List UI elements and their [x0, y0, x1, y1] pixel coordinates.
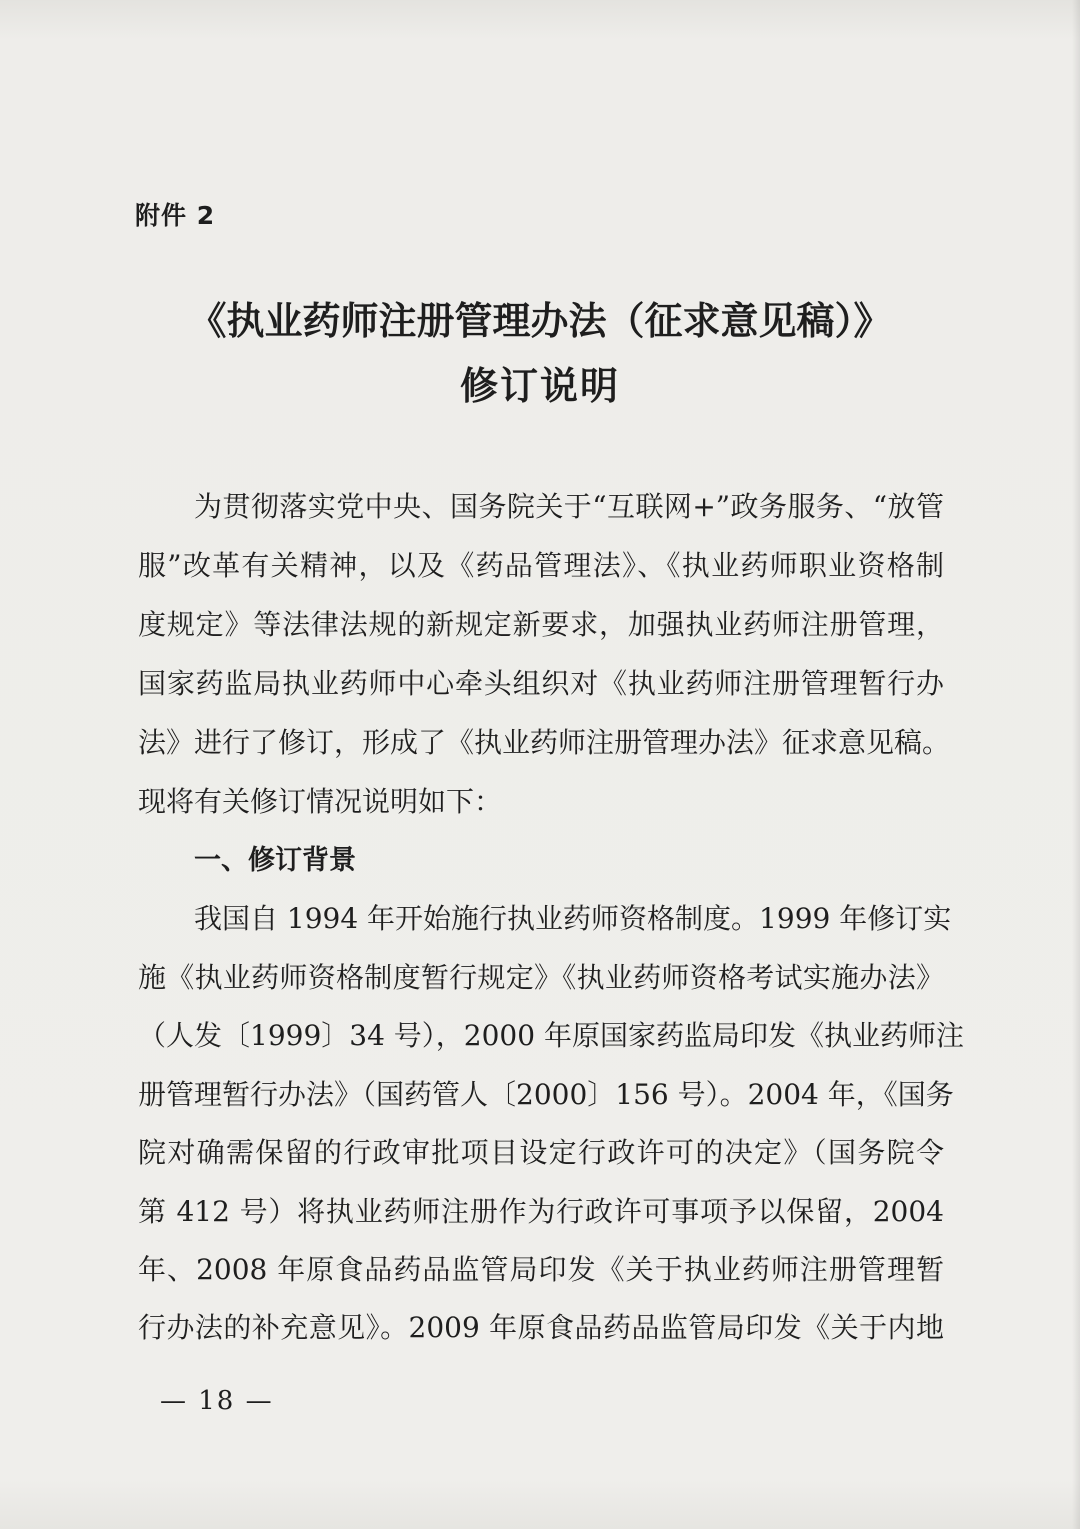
background-line: 施《执业药师资格制度暂行规定》《执业药师资格考试实施办法》 — [138, 961, 944, 994]
intro-line: 法》进行了修订，形成了《执业药师注册管理办法》征求意见稿。 — [138, 726, 951, 759]
attachment-label: 附件 2 — [135, 201, 216, 230]
intro-line: 国家药监局执业药师中心牵头组织对《执业药师注册管理暂行办 — [138, 667, 944, 700]
intro-line: 现将有关修订情况说明如下： — [138, 785, 503, 818]
page-number: — 18 — — [160, 1386, 274, 1416]
background-line: （人发〔1999〕34 号），2000 年原国家药监局印发《执业药师注 — [138, 1019, 964, 1052]
background-line: 册管理暂行办法》（国药管人〔2000〕156 号）。2004 年，《国务 — [138, 1078, 954, 1111]
background-line: 院对确需保留的行政审批项目设定行政许可的决定》（国务院令 — [138, 1136, 944, 1169]
document-title: 《执业药师注册管理办法（征求意见稿）》 — [188, 299, 892, 343]
background-line: 年、2008 年原食品药品监管局印发《关于执业药师注册管理暂 — [138, 1253, 944, 1286]
background-line: 行办法的补充意见》。2009 年原食品药品监管局印发《关于内地 — [138, 1311, 944, 1344]
document-subtitle: 修订说明 — [459, 364, 620, 408]
intro-line: 为贯彻落实党中央、国务院关于“互联网+”政务服务、“放管 — [194, 490, 944, 523]
section-heading: 一、修订背景 — [194, 845, 356, 876]
intro-line: 服”改革有关精神，以及《药品管理法》、《执业药师职业资格制 — [138, 549, 944, 582]
scan-edge-shadow — [1072, 0, 1080, 1529]
background-line: 我国自 1994 年开始施行执业药师资格制度。1999 年修订实 — [194, 902, 952, 935]
intro-line: 度规定》等法律法规的新规定新要求，加强执业药师注册管理， — [138, 608, 944, 641]
background-line: 第 412 号）将执业药师注册作为行政许可事项予以保留，2004 — [138, 1195, 944, 1228]
